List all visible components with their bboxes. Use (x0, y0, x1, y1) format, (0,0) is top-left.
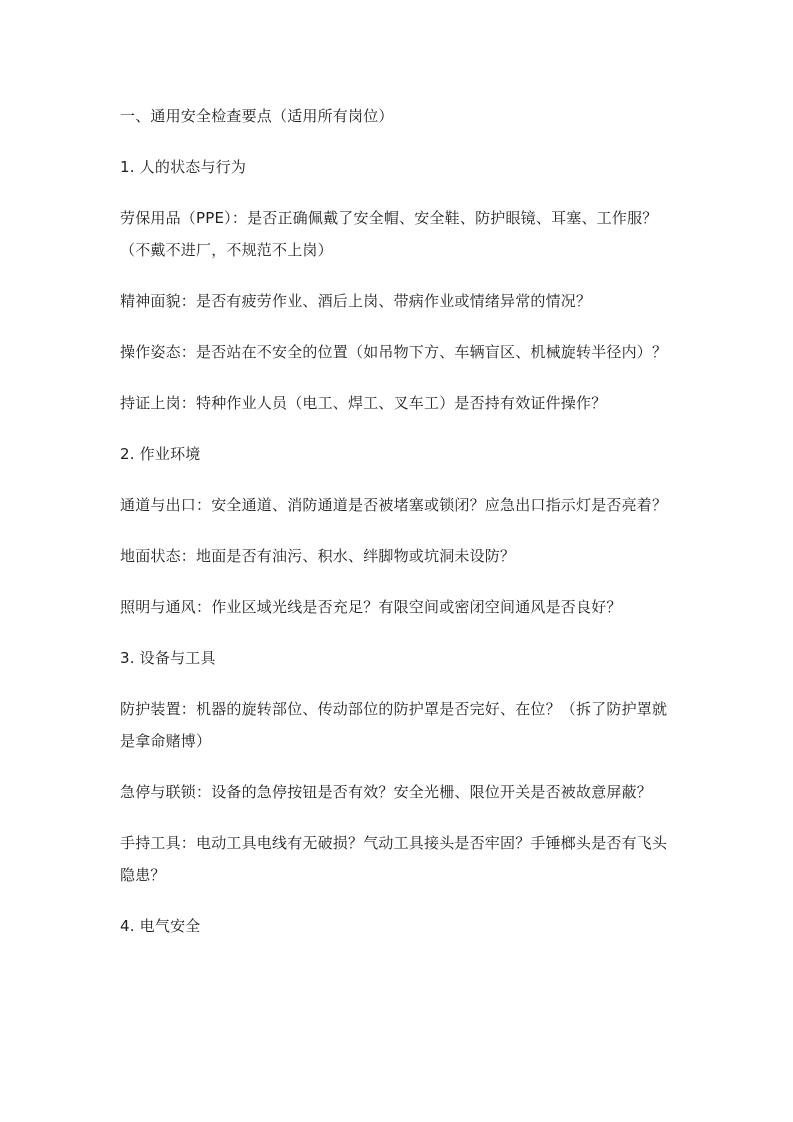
paragraph-passages: 通道与出口：安全通道、消防通道是否被堵塞或锁闭？应急出口指示灯是否亮着？ (120, 496, 668, 514)
paragraph-lighting: 照明与通风：作业区域光线是否充足？有限空间或密闭空间通风是否良好？ (120, 598, 622, 616)
paragraph-certification: 持证上岗：特种作业人员（电工、焊工、叉车工）是否持有效证件操作？ (120, 394, 607, 412)
paragraph-ppe: 劳保用品（PPE）：是否正确佩戴了安全帽、安全鞋、防护眼镜、耳塞、工作服？（不戴不进厂，不规范不上岗） (120, 209, 658, 259)
subsection-heading: 2. 作业环境 (120, 445, 201, 463)
subsection-heading: 3. 设备与工具 (120, 649, 216, 667)
paragraph-emergency-stop: 急停与联锁：设备的急停按钮是否有效？安全光栅、限位开关是否被故意屏蔽？ (120, 783, 653, 801)
paragraph-floor: 地面状态：地面是否有油污、积水、绊脚物或坑洞未设防？ (120, 547, 516, 565)
paragraph-hand-tools: 手持工具：电动工具电线有无破损？气动工具接头是否牢固？手锤榔头是否有飞头隐患？ (120, 834, 668, 884)
document-body (120, 100, 680, 942)
section-heading: 一、通用安全检查要点（适用所有岗位） (120, 107, 394, 125)
paragraph-guards: 防护装置：机器的旋转部位、传动部位的防护罩是否完好、在位？（拆了防护罩就是拿命赌博） (120, 700, 668, 750)
paragraph-posture: 操作姿态：是否站在不安全的位置（如吊物下方、车辆盲区、机械旋转半径内）？ (120, 343, 668, 361)
paragraph-mental-state: 精神面貌：是否有疲劳作业、酒后上岗、带病作业或情绪异常的情况？ (120, 292, 592, 310)
subsection-heading: 4. 电气安全 (120, 917, 201, 935)
subsection-heading: 1. 人的状态与行为 (120, 158, 247, 176)
